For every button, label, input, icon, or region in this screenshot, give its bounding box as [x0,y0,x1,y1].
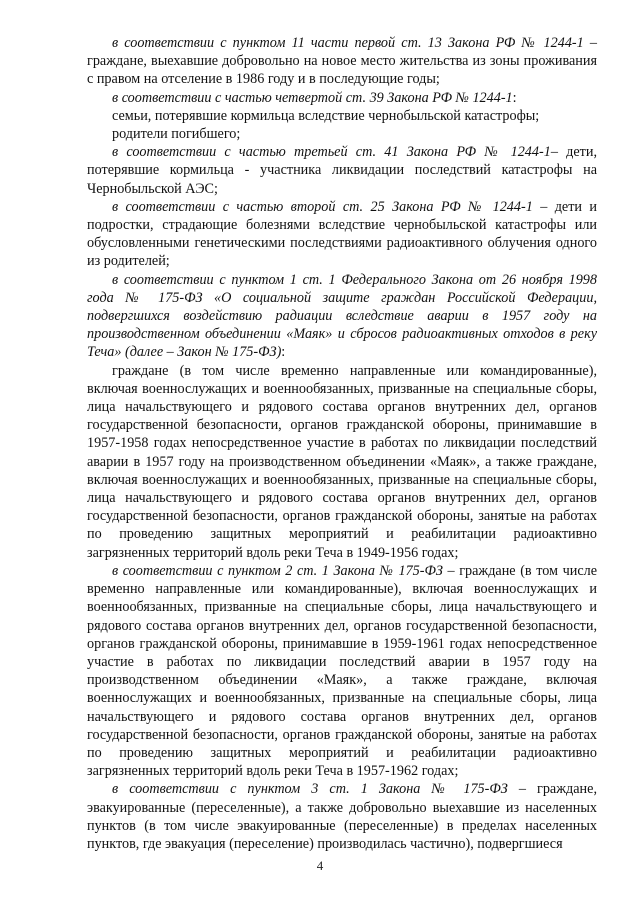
paragraph-text: родители погибшего; [112,126,241,143]
legal-reference: в соответствии с частью третьей ст. 41 Закона РФ № 1244-1 [112,144,551,161]
page-number: 4 [316,858,324,873]
paragraph-text: – граждане, выехавшие добровольно на новое место жительства из зоны проживания с правом на отселение в 1986 году и в последующие годы; [87,35,598,88]
paragraph-text: граждане (в том числе временно направленные или командированные), включая военнослужащих и военнообязанных, призванные на специальные сборы, лица начальствующего и рядового состава органов внутренних дел, органов государственной безопасности, органов гражданской обороны, принимавшие в 1957-1958 годах непосредственное участие в работах по ликвидации последствий аварии в 1957 году на производственном объединении «Маяк», а также граждане, включая военнослужащих и военнообязанных, призванные на специальные сборы, лица начальствующего и рядового состава органов внутренних дел, органов государственной безопасности, органов гражданской обороны, занятые на работах по проведению защитных мероприятий и реабилитации радиоактивно загрязненных территорий вдоль реки Теча в 1949-1956 годах; [87,362,597,561]
legal-reference: в соответствии с пунктом 2 ст. 1 Закона № 175-ФЗ [112,562,443,579]
paragraph-text: – дети, потерявшие кормильца - участника ликвидации последствий катастрофы на Чернобыльской АЭС; [87,144,597,197]
legal-reference: в соответствии с частью четвертой ст. 39 Закона РФ № 1244-1 [112,89,513,106]
paragraph-text: : [281,344,286,361]
document-page [87,34,597,853]
paragraph-3 [87,107,597,125]
paragraph-2 [87,89,597,107]
paragraph-text: – граждане, эвакуированные (переселенные), а также добровольно выехавшие из населенных пунктов (в том числе эвакуированные (переселенные) в пределах населенных пунктов, где эвакуация (переселение) производилась частично), подвергшиеся [87,781,597,852]
paragraph-7 [87,271,597,362]
legal-reference: в соответствии с пунктом 1 ст. 1 Федерального Закона от 26 ноября 1998 года № 175-ФЗ «О социальной защите граждан Российской Федерации, подвергшихся воздействию радиации вследствие аварии в 1957 году на производственном объединении «Маяк» и сбросов радиоактивных отходов в реку Теча» (далее – Закон № 175-ФЗ) [87,271,597,361]
paragraph-text: семьи, потерявшие кормильца вследствие чернобыльской катастрофы; [112,107,540,124]
paragraph-text: – граждане (в том числе временно направленные или командированные), включая военнослужащих и военнообязанных, призванные на специальные сборы, лица начальствующего и рядового состава органов внутренних дел, органов государственной безопасности, органов гражданской обороны, принимавшие в 1959-1961 годах непосредственное участие в работах по ликвидации последствий аварии в 1957 году на производственном объединении «Маяк», а также граждане, включая военнослужащих и военнообязанных, призванные на специальные сборы, лица начальствующего и рядового состава органов внутренних дел, органов государственной безопасности, органов гражданской обороны, занятые на работах по проведению защитных мероприятий и реабилитации радиоактивно загрязненных территорий вдоль реки Теча в 1957-1962 годах; [87,562,597,780]
paragraph-text: – дети и подростки, страдающие болезнями вследствие чернобыльской катастрофы или обусловленными генетическими последствиями радиоактивного облучения одного из родителей; [87,198,597,270]
legal-reference: в соответствии с пунктом 3 ст. 1 Закона № 175-ФЗ [112,781,508,798]
paragraph-6 [87,198,597,271]
paragraph-4 [87,125,597,143]
paragraph-10 [87,780,597,853]
paragraph-9 [87,562,597,780]
paragraph-8 [87,362,597,562]
paragraph-1 [87,34,597,89]
legal-reference: в соответствии с частью второй ст. 25 Закона РФ № 1244-1 [112,198,533,215]
paragraph-5 [87,143,597,198]
paragraph-text: : [512,89,517,106]
legal-reference: в соответствии с пунктом 11 части первой ст. 13 Закона РФ № 1244-1 [112,35,584,51]
